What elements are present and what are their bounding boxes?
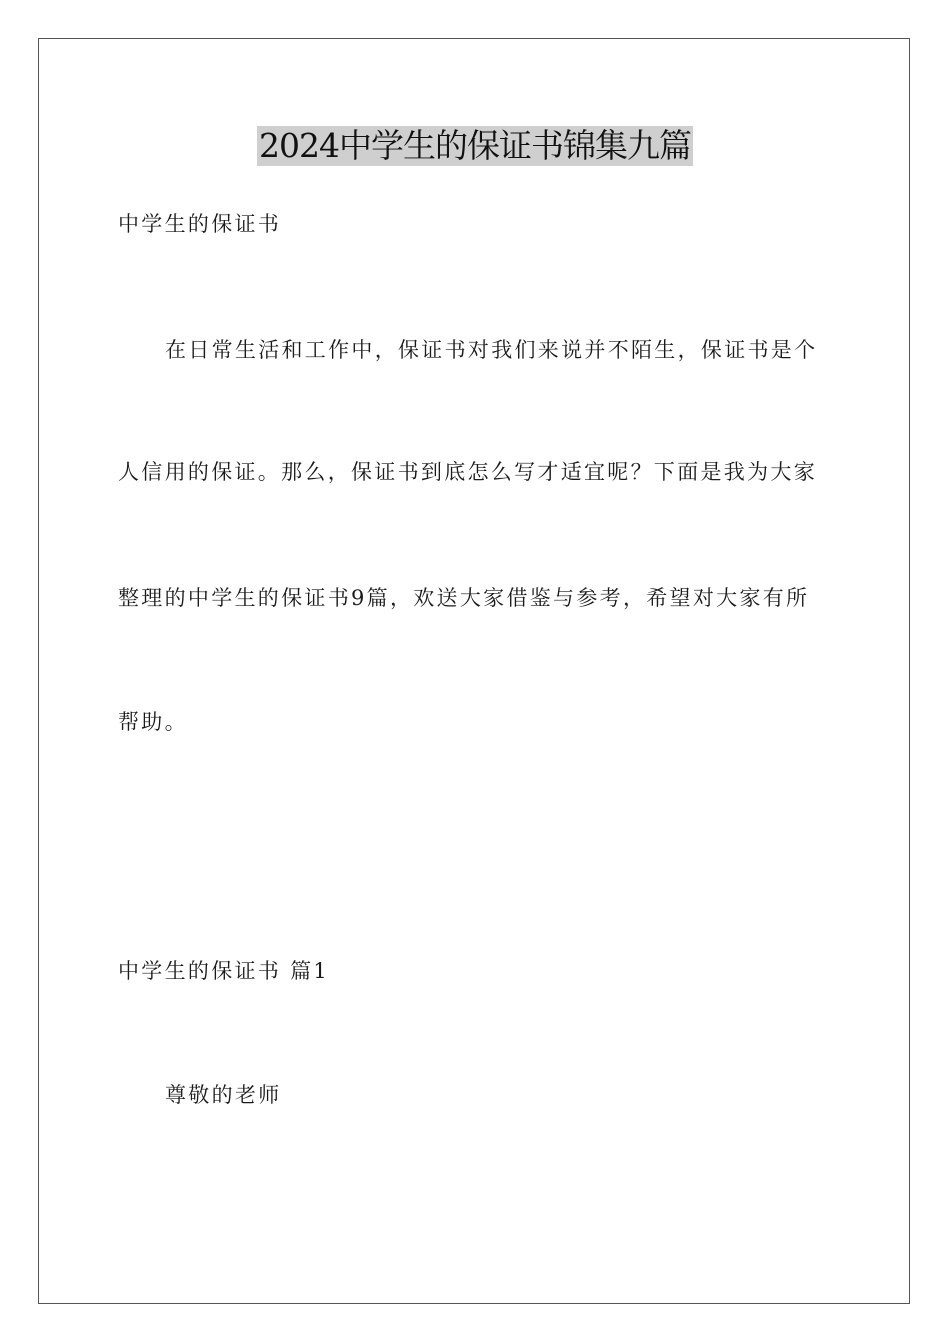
document-title: 2024中学生的保证书锦集九篇 [259, 126, 691, 165]
intro-line-4: 帮助。 [118, 710, 188, 734]
section-heading: 中学生的保证书 篇1 [118, 959, 330, 983]
intro-line-2: 人信用的保证。那么，保证书到底怎么写才适宜呢？下面是我为大家 [118, 460, 817, 484]
intro-line-1: 在日常生活和工作中，保证书对我们来说并不陌生，保证书是个 [165, 338, 818, 362]
intro-line-3: 整理的中学生的保证书9篇，欢送大家借鉴与参考，希望对大家有所 [118, 586, 810, 610]
title-container [0, 126, 950, 166]
document-subtitle: 中学生的保证书 [118, 212, 282, 236]
salutation: 尊敬的老师 [165, 1083, 282, 1107]
